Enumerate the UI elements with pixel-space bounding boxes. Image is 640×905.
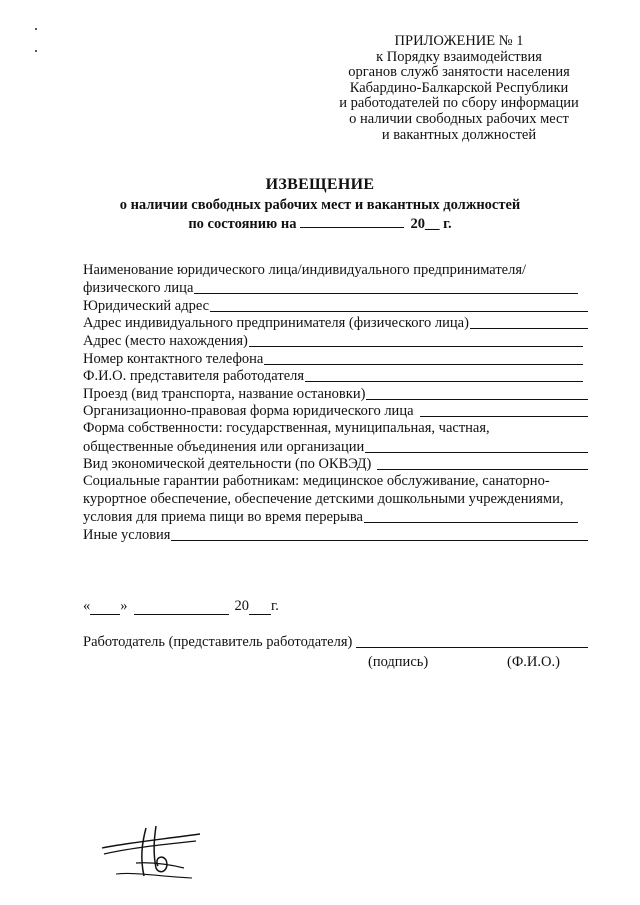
activity-field <box>83 456 588 474</box>
appendix-line: о наличии свободных рабочих мест <box>349 110 569 127</box>
ownership-label-line1: Форма собственности: государственная, муниципальная, частная, <box>83 420 490 437</box>
ownership-field <box>83 438 588 456</box>
guarantees-input-line[interactable] <box>364 521 578 523</box>
name-caption: (Ф.И.О.) <box>507 654 560 670</box>
legal-address-field <box>83 297 588 315</box>
notice-title: ИЗВЕЩЕНИЕ <box>265 176 375 193</box>
day-blank[interactable] <box>90 602 120 615</box>
other-conditions-label: Иные условия <box>83 526 171 543</box>
representative-label: Ф.И.О. представителя работодателя <box>83 368 305 385</box>
appendix-line: и вакантных должностей <box>381 126 537 143</box>
signing-date <box>83 598 279 615</box>
other-conditions-field <box>83 526 588 544</box>
legal-address-input-line[interactable] <box>210 310 588 312</box>
date-suffix: г. <box>271 598 279 614</box>
ownership-label-line2: общественные объединения или организации <box>83 438 365 455</box>
phone-label: Номер контактного телефона <box>83 350 264 367</box>
appendix-line: к Порядку взаимодействия <box>376 48 542 65</box>
notice-subtitle: о наличии свободных рабочих мест и вакантных должностей <box>119 197 521 213</box>
date-open-quote: « <box>83 598 91 614</box>
transport-input-line[interactable] <box>366 398 588 400</box>
scan-speck <box>35 50 37 52</box>
appendix-line: органов служб занятости населения <box>348 64 570 81</box>
phone-field <box>83 350 583 368</box>
date-year: 20 <box>234 598 249 614</box>
location-address-field <box>83 332 583 350</box>
date-close-quote: » <box>120 598 128 614</box>
scan-speck <box>35 28 37 30</box>
transport-label: Проезд (вид транспорта, название остановки) <box>83 385 366 402</box>
guarantees-label-line3: условия для приема пищи во время перерыва <box>83 508 363 525</box>
representative-input-line[interactable] <box>305 380 583 382</box>
as-of-date-blank[interactable] <box>300 215 404 228</box>
signature-caption: (подпись) <box>368 654 429 670</box>
ownership-input-line[interactable] <box>365 451 588 453</box>
name-input-line[interactable] <box>194 292 578 294</box>
name-label-line1: Наименование юридического лица/индивидуального предпринимателя/ <box>83 262 527 278</box>
as-of-label: по состоянию на <box>188 216 297 232</box>
transport-field <box>83 385 588 403</box>
name-label-line2: физического лица <box>83 280 194 297</box>
appendix-line: Кабардино-Балкарской Республики <box>349 79 569 96</box>
month-blank[interactable] <box>134 602 229 615</box>
entrepreneur-address-label: Адрес индивидуального предпринимателя (физического лица) <box>83 315 469 332</box>
employer-signature-field <box>83 634 588 651</box>
location-address-input-line[interactable] <box>249 345 583 347</box>
entrepreneur-address-field <box>83 315 588 333</box>
other-conditions-input-line[interactable] <box>171 539 588 541</box>
legal-address-label: Юридический адрес <box>83 297 210 314</box>
activity-input-line[interactable] <box>377 468 588 470</box>
legal-form-label: Организационно-правовая форма юридического лица <box>83 403 414 420</box>
guarantees-label-line2: курортное обеспечение, обеспечение детскими дошкольными учреждениями, <box>83 490 564 507</box>
guarantees-label-line1: Социальные гарантии работникам: медицинское обслуживание, санаторно- <box>83 473 550 490</box>
entrepreneur-address-input-line[interactable] <box>470 327 588 329</box>
activity-label: Вид экономической деятельности (по ОКВЭД) <box>83 456 372 473</box>
representative-field <box>83 368 583 386</box>
location-address-label: Адрес (место нахождения) <box>83 332 248 349</box>
appendix-line: и работодателей по сбору информации <box>339 95 579 112</box>
guarantees-field <box>83 508 578 526</box>
employer-label: Работодатель (представитель работодателя) <box>83 634 353 650</box>
employer-signature-line[interactable] <box>356 647 588 648</box>
as-of-year: 20__ г. <box>410 216 452 232</box>
legal-form-field <box>83 403 588 421</box>
handwritten-signature <box>96 818 206 888</box>
notice-form <box>83 262 588 544</box>
notice-as-of <box>0 215 640 233</box>
name-field <box>83 280 578 298</box>
year-blank[interactable] <box>249 602 271 615</box>
appendix-header <box>300 34 618 143</box>
phone-input-line[interactable] <box>264 363 583 365</box>
appendix-line: ПРИЛОЖЕНИЕ № 1 <box>394 33 524 49</box>
legal-form-input-line[interactable] <box>420 415 588 417</box>
